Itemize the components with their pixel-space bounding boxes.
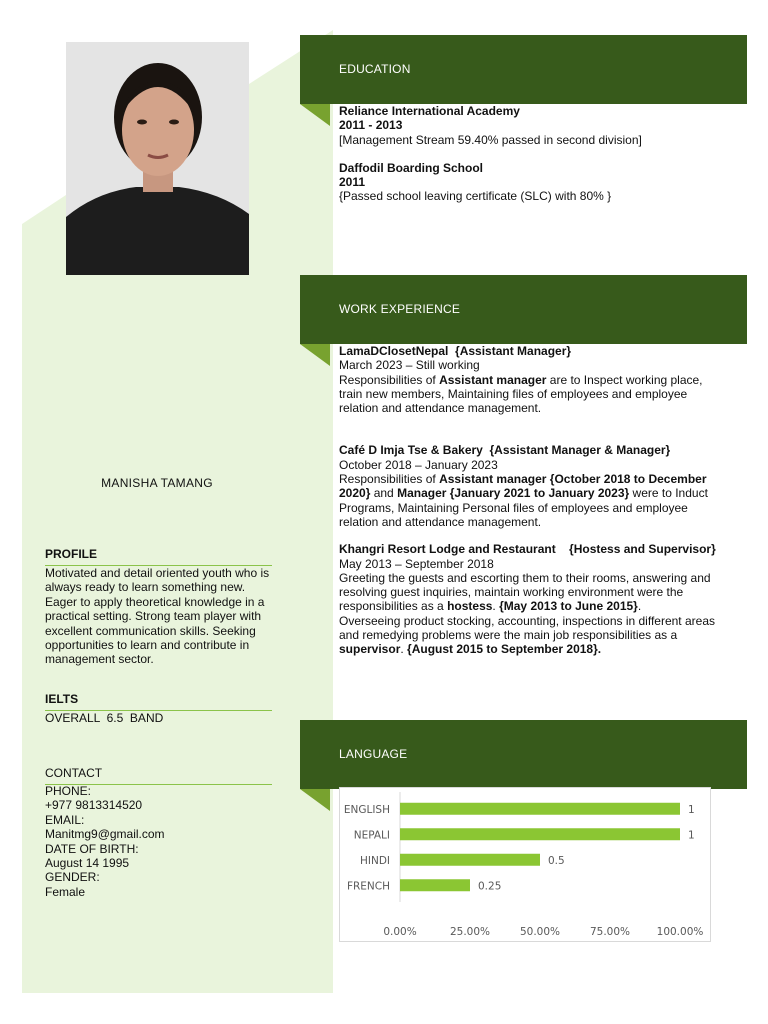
profile-heading: PROFILE: [45, 547, 98, 561]
contact-details: [45, 784, 275, 899]
x-tick-label: 50.00%: [519, 926, 561, 938]
job-dates: October 2018 – January 2023: [339, 457, 498, 472]
job-description: Responsibilities of Assistant manager are to Inspect working place, train new members, Maintaining files of employees and employee relation and attendance management.: [339, 372, 703, 416]
language-heading: LANGUAGE: [339, 747, 408, 761]
phone-label: PHONE:: [45, 784, 92, 798]
category-label: NEPALI: [353, 829, 390, 842]
language-fold-triangle: [300, 789, 330, 811]
job-dates: May 2013 – September 2018: [339, 556, 494, 571]
job-title: Khangri Resort Lodge and Restaurant {Hostess and Supervisor}: [339, 542, 716, 557]
email-value: Manitmg9@gmail.com: [45, 827, 165, 842]
x-tick-label: 25.00%: [449, 926, 491, 938]
school-years: 2011: [339, 175, 366, 190]
language-header: [300, 720, 747, 789]
job-description: Responsibilities of Assistant manager {October 2018 to December 2020} and Manager {January 2021 to January 2023} were to Induct Programs, Maintaining Personal files of employees and employee relation and attendance management.: [339, 472, 708, 529]
x-tick-label: 75.00%: [589, 926, 631, 938]
ielts-score: OVERALL 6.5 BAND: [45, 711, 164, 725]
job-dates: March 2023 – Still working: [339, 358, 480, 373]
job-description: Overseeing product stocking, accounting, inspections in different areas and remedying problems were the main job responsibilities as a supervisor. {August 2015 to September 2018}.: [339, 613, 715, 657]
education-item: [339, 104, 719, 147]
dob-label: DATE OF BIRTH:: [45, 841, 139, 856]
contact-heading: CONTACT: [45, 766, 103, 780]
x-tick-label: 100.00%: [656, 926, 704, 938]
ielts-heading: IELTS: [45, 692, 79, 706]
bar: [400, 803, 680, 815]
job-entry: [339, 542, 719, 656]
data-label: 1: [688, 803, 695, 816]
school-years: 2011 - 2013: [339, 118, 403, 133]
data-label: 1: [688, 829, 695, 842]
work-heading: WORK EXPERIENCE: [339, 302, 461, 316]
person-name: MANISHA TAMANG: [101, 476, 213, 490]
work-list: [339, 344, 719, 657]
bar: [400, 879, 470, 891]
school-detail: [Management Stream 59.40% passed in second division]: [339, 132, 642, 147]
category-label: ENGLISH: [343, 803, 390, 816]
work-header: [300, 275, 747, 344]
language-bar-chart: [340, 788, 710, 941]
job-entry: [339, 443, 719, 529]
education-list: [339, 104, 719, 218]
gender-value: Female: [45, 884, 86, 899]
education-heading: EDUCATION: [339, 62, 411, 76]
education-item: [339, 161, 719, 204]
job-title: Café D Imja Tse & Bakery {Assistant Manager & Manager}: [339, 443, 671, 458]
job-entry: [339, 344, 719, 415]
bar: [400, 828, 680, 840]
school-name: Daffodil Boarding School: [339, 160, 483, 175]
school-detail: {Passed school leaving certificate (SLC) with 80% }: [339, 189, 612, 204]
bar: [400, 854, 540, 866]
school-name: Reliance International Academy: [339, 104, 520, 118]
education-header: [300, 35, 747, 104]
phone-value: +977 9813314520: [45, 798, 143, 813]
data-label: 0.25: [478, 880, 502, 893]
profile-text: Motivated and detail oriented youth who is always ready to learn something new. Eager to apply theoretical knowledge in a practical setting. Strong team player with excellent communication skills. Seeking opportunities to learn and contribute in management sector.: [45, 566, 270, 667]
data-label: 0.5: [548, 854, 565, 867]
x-tick-label: 0.00%: [383, 926, 417, 938]
category-label: HINDI: [359, 854, 390, 867]
email-label: EMAIL:: [45, 812, 85, 827]
job-title: LamaDClosetNepal {Assistant Manager}: [339, 344, 572, 358]
category-label: FRENCH: [346, 880, 390, 893]
education-fold-triangle: [300, 104, 330, 126]
dob-value: August 14 1995: [45, 856, 130, 871]
job-description: Greeting the guests and escorting them to their rooms, answering and resolving guest inquiries, maintain working environment were the responsibilities as a hostess. {May 2013 to June 2015}.: [339, 570, 711, 614]
work-fold-triangle: [300, 344, 330, 366]
gender-label: GENDER:: [45, 870, 100, 885]
language-chart: [339, 787, 711, 942]
profile-photo: [66, 42, 249, 275]
